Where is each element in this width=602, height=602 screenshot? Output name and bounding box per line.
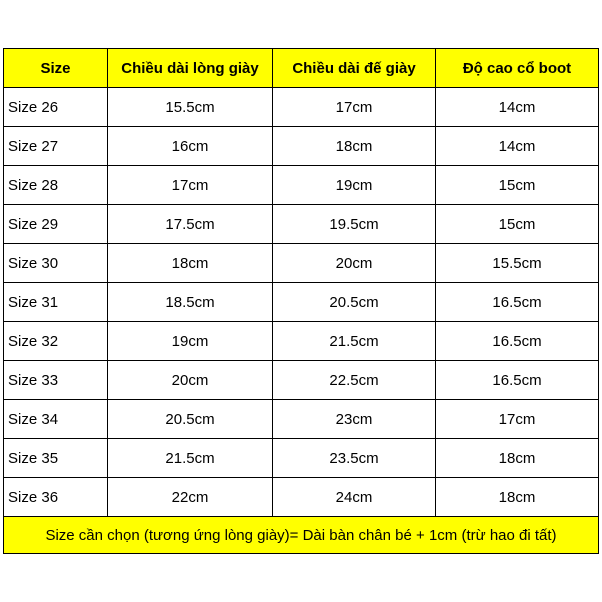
note-row	[4, 517, 599, 554]
table-row	[4, 439, 599, 478]
insole-length-cell: 20cm	[108, 361, 273, 400]
boot-height-cell: 16.5cm	[436, 361, 599, 400]
outsole-length-cell: 18cm	[273, 127, 436, 166]
boot-height-cell: 14cm	[436, 127, 599, 166]
size-cell: Size 35	[4, 439, 108, 478]
outsole-length-cell: 17cm	[273, 88, 436, 127]
boot-height-cell: 17cm	[436, 400, 599, 439]
table-row	[4, 127, 599, 166]
size-cell: Size 34	[4, 400, 108, 439]
boot-height-cell: 15cm	[436, 166, 599, 205]
insole-length-cell: 21.5cm	[108, 439, 273, 478]
size-cell: Size 32	[4, 322, 108, 361]
table-row	[4, 244, 599, 283]
table-body	[4, 88, 599, 517]
table-row	[4, 400, 599, 439]
size-cell: Size 36	[4, 478, 108, 517]
insole-length-cell: 17.5cm	[108, 205, 273, 244]
table-row	[4, 322, 599, 361]
insole-length-cell: 18cm	[108, 244, 273, 283]
outsole-length-cell: 21.5cm	[273, 322, 436, 361]
size-note: Size cần chọn (tương ứng lòng giày)= Dài bàn chân bé + 1cm (trừ hao đi tất)	[4, 517, 599, 554]
boot-height-cell: 18cm	[436, 478, 599, 517]
insole-length-cell: 18.5cm	[108, 283, 273, 322]
outsole-length-cell: 24cm	[273, 478, 436, 517]
size-cell: Size 33	[4, 361, 108, 400]
table-row	[4, 166, 599, 205]
size-cell: Size 29	[4, 205, 108, 244]
size-cell: Size 28	[4, 166, 108, 205]
table-row	[4, 88, 599, 127]
outsole-length-cell: 23cm	[273, 400, 436, 439]
outsole-length-cell: 22.5cm	[273, 361, 436, 400]
boot-height-cell: 16.5cm	[436, 283, 599, 322]
table-row	[4, 478, 599, 517]
size-chart-table	[3, 48, 599, 554]
boot-height-cell: 15cm	[436, 205, 599, 244]
size-cell: Size 31	[4, 283, 108, 322]
insole-length-cell: 20.5cm	[108, 400, 273, 439]
outsole-length-cell: 23.5cm	[273, 439, 436, 478]
size-cell: Size 26	[4, 88, 108, 127]
boot-height-cell: 18cm	[436, 439, 599, 478]
insole-length-cell: 22cm	[108, 478, 273, 517]
insole-length-cell: 15.5cm	[108, 88, 273, 127]
outsole-length-cell: 20cm	[273, 244, 436, 283]
table-row	[4, 205, 599, 244]
boot-height-cell: 15.5cm	[436, 244, 599, 283]
header-boot-height: Độ cao cổ boot	[436, 49, 599, 88]
size-cell: Size 30	[4, 244, 108, 283]
insole-length-cell: 19cm	[108, 322, 273, 361]
insole-length-cell: 16cm	[108, 127, 273, 166]
header-insole-length: Chiều dài lòng giày	[108, 49, 273, 88]
outsole-length-cell: 20.5cm	[273, 283, 436, 322]
insole-length-cell: 17cm	[108, 166, 273, 205]
size-cell: Size 27	[4, 127, 108, 166]
header-size: Size	[4, 49, 108, 88]
header-row	[4, 49, 599, 88]
table-row	[4, 361, 599, 400]
boot-height-cell: 16.5cm	[436, 322, 599, 361]
boot-height-cell: 14cm	[436, 88, 599, 127]
outsole-length-cell: 19.5cm	[273, 205, 436, 244]
outsole-length-cell: 19cm	[273, 166, 436, 205]
table-row	[4, 283, 599, 322]
header-outsole-length: Chiều dài đế giày	[273, 49, 436, 88]
